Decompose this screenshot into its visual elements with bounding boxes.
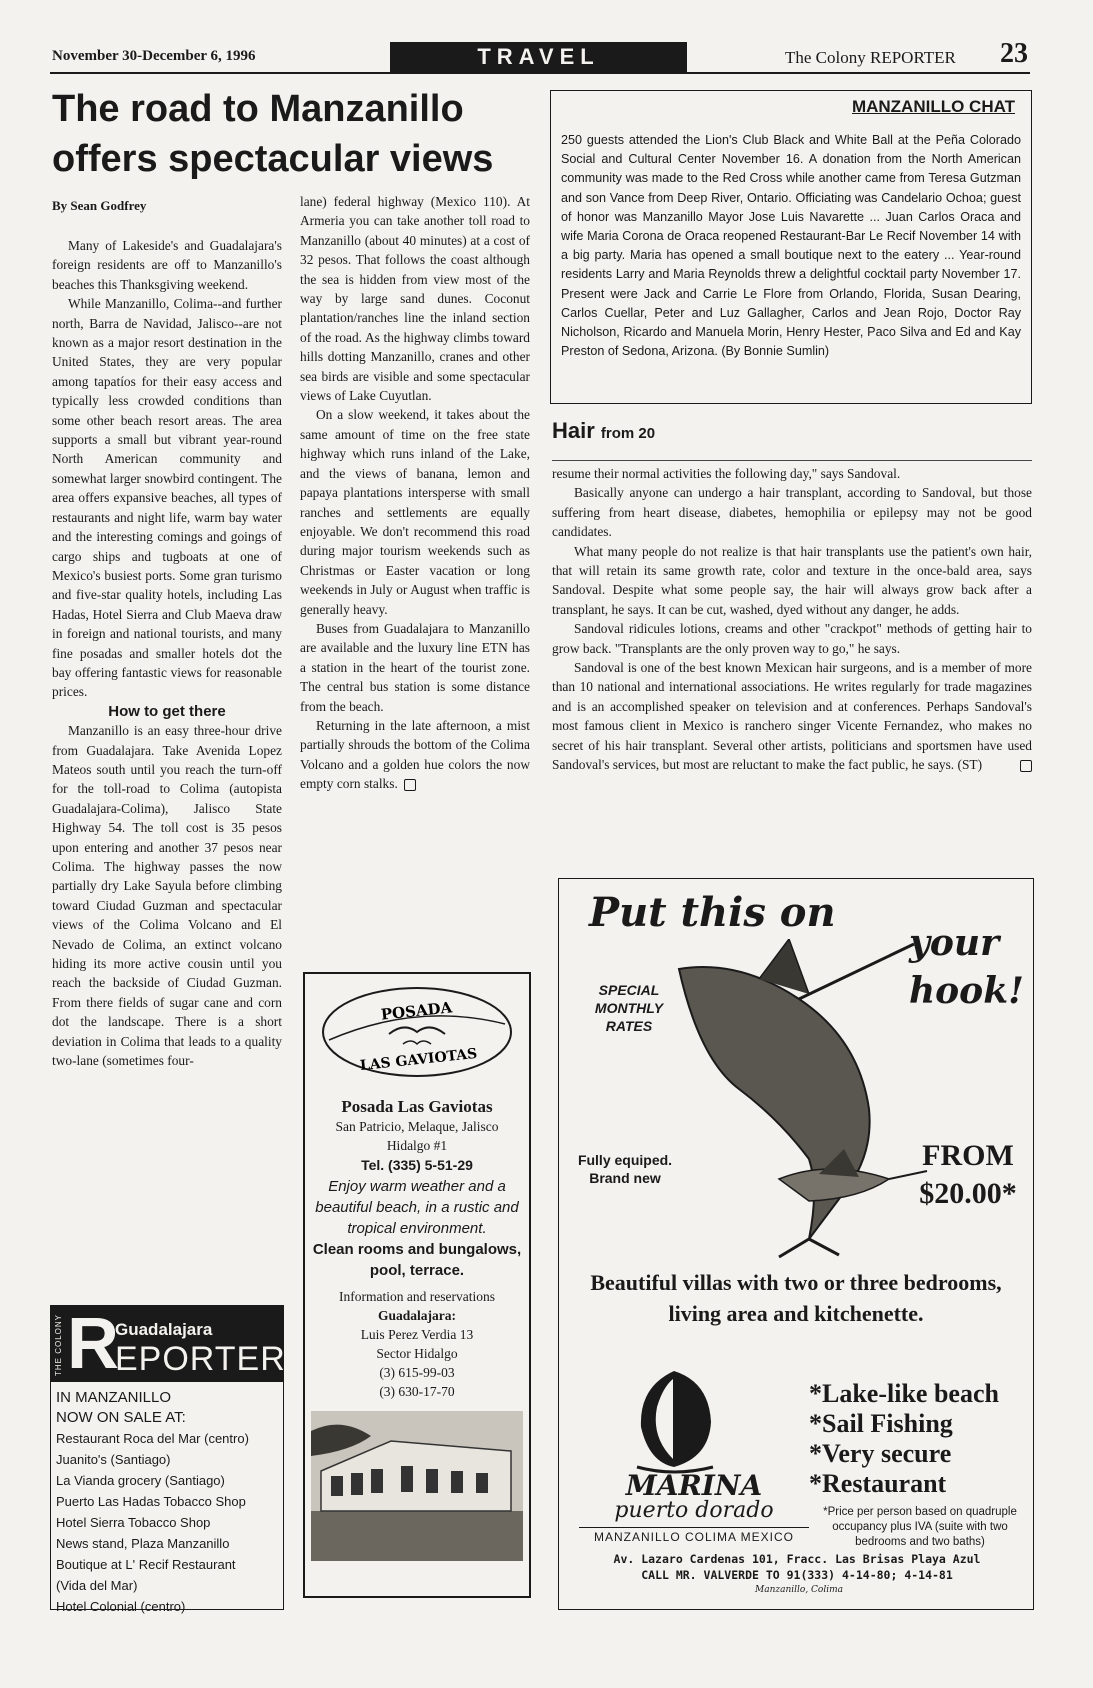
article-subhead: How to get there [108, 702, 226, 720]
article-column-2 [300, 192, 530, 794]
article-paragraph: While Manzanillo, Colima--and further north, Barra de Navidad, Jalisco--are not known as a major resort destination in the United States, they are very popular among tapatíos for their easy access and typically less crowded conditions than some other beach resort areas. The area supports a small but vibrant year-round North American community and somewhat larger snowbird contingent. The area offers expansive beaches, all types of restaurants and night life, warm bay water and the interesting comings and goings of cargo ships and tugboats at one of Mexico's busiest ports. Some gran turismo and five-star quality hotels, including Las Hadas, Hotel Sierra and Club Maeva draw in foreign and national tourists, and many fine posadas and smaller hotels dot the bay offering fantastic views for reasonable prices. [52, 296, 282, 700]
reporter-outlet: Hotel Sierra Tobacco Shop [56, 1515, 211, 1530]
reporter-outlet: Puerto Las Hadas Tobacco Shop [56, 1494, 246, 1509]
marina-signature: Manzanillo, Colima [754, 1585, 844, 1595]
posada-address-1: San Patricio, Melaque, Jalisco [335, 1119, 499, 1134]
hair-rule [552, 460, 1032, 461]
posada-phone-2: (3) 630-17-70 [379, 1384, 455, 1399]
marina-hook: your hook! [909, 922, 1024, 1012]
marina-call: CALL MR. VALVERDE TO 91(333) 4-14-80; 4-14-81 [641, 1568, 953, 1582]
page-number: 23 [1000, 38, 1028, 69]
reporter-sale-box [50, 1304, 286, 1614]
article-column-1 [52, 236, 282, 1070]
hair-paragraph: Basically anyone can undergo a hair transplant, according to Sandoval, but those suffering from heart disease, diabetes, hemophilia or epilepsy may not be good candidates. [552, 485, 1032, 540]
article-paragraph: On a slow weekend, it takes about the same amount of time on the free state highway which runs inland of the Lake, and the views of banana, lemon and papaya plantations intersperse with small ranches and settlements are equally enjoyable. We don't recommend this road during major tourism weekends such as Christmas or Easter vacation or long weekends in July or August when traffic is generally heavy. [300, 407, 530, 617]
marina-puerto-dorado-ad [558, 878, 1034, 1610]
article-paragraph [300, 716, 530, 794]
paper-name: The Colony REPORTER [785, 48, 956, 67]
posada-logo-icon [319, 982, 515, 1082]
reporter-outlet: La Vianda grocery (Santiago) [56, 1473, 225, 1488]
marlin-illustration-icon [659, 939, 929, 1259]
hair-jump-head [552, 418, 655, 444]
reporter-outlet: Juanito's (Santiago) [56, 1452, 171, 1467]
reporter-initial: R [67, 1304, 119, 1384]
reporter-line-2: NOW ON SALE AT: [56, 1409, 186, 1426]
marina-brand-location: MANZANILLO COLIMA MEXICO [579, 1527, 809, 1544]
hair-story [552, 464, 1032, 775]
posada-las-gaviotas-ad [303, 972, 531, 1598]
reporter-outlet: (Vida del Mar) [56, 1578, 138, 1593]
marina-feature: *Lake-like beach [809, 1379, 999, 1408]
marina-equipped: Fully equiped. Brand new [577, 1152, 673, 1186]
chat-title: MANZANILLO CHAT [851, 97, 1015, 116]
reporter-outlet: Restaurant Roca del Mar (centro) [56, 1431, 249, 1446]
reporter-outlet: Boutique at L' Recif Restaurant [56, 1557, 236, 1572]
marina-brand [579, 1469, 809, 1544]
marina-feature: *Very secure [809, 1439, 952, 1468]
marina-brand-sub: puerto dorado [614, 1498, 774, 1523]
hair-paragraph: Sandoval ridicules lotions, creams and other "crackpot" methods of getting hair to grow back. "Transplants are the only proven way to go," he says. [552, 621, 1032, 656]
article-byline: By Sean Godfrey [52, 198, 147, 213]
posada-tel: Tel. (335) 5-51-29 [361, 1157, 473, 1173]
posada-tagline: Enjoy warm weather and a beautiful beach, in a rustic and tropical environment. [315, 1178, 519, 1237]
article-end-text: Returning in the late afternoon, a mist partially shrouds the bottom of the Colima Volcano and a golden hue colors the now empty corn stalks. [300, 717, 530, 792]
posada-info: Information and reservations [339, 1289, 495, 1304]
posada-phone-1: (3) 615-99-03 [379, 1365, 455, 1380]
marina-fine-print: *Price per person based on quadruple occupancy plus IVA (suite with two bedrooms and two baths) [823, 1506, 1017, 1548]
hair-paragraph [552, 658, 1032, 774]
reporter-outlet: News stand, Plaza Manzanillo [56, 1536, 230, 1551]
manzanillo-chat-box [550, 90, 1032, 404]
marina-sail-logo-icon [629, 1367, 719, 1477]
posada-sector: Sector Hidalgo [376, 1346, 458, 1361]
marina-price-block [913, 1137, 1023, 1213]
posada-address-2: Hidalgo #1 [386, 1138, 448, 1153]
posada-building-icon [311, 1411, 523, 1561]
reporter-body [56, 1388, 278, 1617]
marina-contact [567, 1551, 1027, 1583]
reporter-masthead [51, 1304, 286, 1384]
marina-headline: Put this on [589, 889, 836, 936]
reporter-outlet: Hotel Colonial (centro) [56, 1599, 186, 1614]
article-paragraph: Many of Lakeside's and Guadalajara's foreign residents are off to Manzanillo's beaches this Thanksgiving weekend. [52, 238, 282, 292]
marina-feature: *Sail Fishing [809, 1409, 953, 1438]
posada-logo-bottom: LAS GAVIOTAS [359, 1045, 478, 1075]
marina-special-rates: SPECIAL MONTHLY RATES [594, 982, 664, 1034]
posada-photo [311, 1411, 523, 1561]
article-headline: The road to Manzanillo offers spectacular views [52, 88, 494, 180]
marina-from: FROM [922, 1139, 1014, 1172]
reporter-word: EPORTER [115, 1340, 286, 1378]
issue-date: November 30-December 6, 1996 [52, 48, 256, 64]
reporter-city: Guadalajara [115, 1320, 213, 1339]
marina-feature: *Restaurant [809, 1469, 947, 1498]
hair-title: Hair [552, 418, 595, 443]
chat-body: 250 guests attended the Lion's Club Black and White Ball at the Peña Colorado Social and Cultural Center November 16. A donation from the North American community was made to the Red Cross while another came from Teresa Gutzman and son Vance from Deep River, Ontario. Officiating was Candelario Ochoa; guest of honor was Manzanillo Mayor Jose Luis Navarette ... Juan Carlos Oraca and wife Maria Corona de Oraca reopened Restaurant-Bar Le Recif November 14 with a big party. Maria has opened a small boutique next to the eatery ... Year-round residents Larry and Maria Reynolds threw a delightful cocktail party November 17. Present were Jack and Carrie Le Flore from Orlando, Florida, Susan Dearing, Carlos Cuellar, Peter and Luz Gallagher, Carlos and Jean Rojo, Doctor Ray Nicholson, Ricardo and Manuela Morin, Henry Hester, Paco Silva and Ed and Kay Preston of Sedona, Arizona. (By Bonnie Sumlin) [561, 133, 1021, 359]
hair-from: from 20 [600, 425, 656, 442]
posada-name: Posada Las Gaviotas [341, 1097, 493, 1116]
marina-villas: Beautiful villas with two or three bedrooms, living area and kitchenette. [590, 1270, 1002, 1326]
marina-address: Av. Lazaro Cardenas 101, Fracc. Las Brisas Playa Azul [613, 1552, 981, 1566]
marina-price: $20.00* [919, 1177, 1017, 1210]
end-mark-icon [1020, 760, 1032, 772]
reporter-line-1: IN MANZANILLO [56, 1389, 172, 1406]
article-paragraph: lane) federal highway (Mexico 110). At Armeria you can take another toll road to Manzanillo (about 40 minutes) at a cost of 32 pesos. That follows the coast although the sea is hidden from view most of the way by large sand dunes. Coconut plantation/ranches line the inland section of the road. As the highway climbs toward hills dotting Manzanillo, cranes and other sea birds are visible and some spectacular views of Lake Cuyutlan. [300, 194, 530, 404]
marina-brand-name: MARINA [625, 1469, 763, 1502]
posada-street: Luis Perez Verdia 13 [360, 1327, 474, 1342]
posada-logo-top: POSADA [379, 998, 453, 1024]
article-paragraph: Manzanillo is an easy three-hour drive from Guadalajara. Take Avenida Lopez Mateos south until you reach the turn-off for the toll-road to Colima (autopista Guadalajara-Colima), Jalisco State Highway 54. The toll cost is 35 pesos upon entering and another 37 pesos near Colima. The highway passes the now partially dry Lake Sayula before climbing toward Ciudad Guzman and spectacular views of the Colima Volcano and El Nevado de Colima, an extinct volcano hiding its more active cousin until you reach the backside of Ciudad Guzman. From there fields of sugar cane and corn dot the landscape. There is a short deviation in Colima that leads to a quality two-lane (sometimes four- [52, 723, 282, 1069]
posada-features: Clean rooms and bungalows, pool, terrace. [312, 1241, 522, 1279]
marina-features [809, 1379, 1029, 1499]
header-rule [50, 72, 1030, 74]
hair-paragraph: What many people do not realize is that hair transplants use the patient's own hair, that will retain its same growth rate, color and texture in the once-bald area, says Sandoval. Despite what some people say, the hair will always grow back after a transplant, he says. It can be cut, washed, dyed without any danger, he adds. [552, 543, 1032, 617]
hair-end-text: Sandoval is one of the best known Mexican hair surgeons, and is a member of more than 10 national and international associations. He writes regularly for trade magazines and is an accomplished speaker on television and at conferences. Perhaps Sandoval's most famous client in Mexico is ranchero singer Vicente Fernandez, who makes no secret of his hair transplant. Several other artists, politicians and sportsmen have used Sandoval's services, but most are reluctant to make the fact public, he says. (ST) [552, 660, 1032, 773]
posada-city: Guadalajara: [377, 1308, 456, 1323]
section-banner: TRAVEL [390, 42, 687, 72]
end-mark-icon [404, 779, 416, 791]
hair-paragraph: resume their normal activities the following day," says Sandoval. [552, 466, 901, 481]
reporter-side-label: THE COLONY [54, 1314, 63, 1377]
article-paragraph: Buses from Guadalajara to Manzanillo are available and the luxury line ETN has a station in the heart of the tourist zone. The central bus station is some distance from the beach. [300, 620, 530, 714]
